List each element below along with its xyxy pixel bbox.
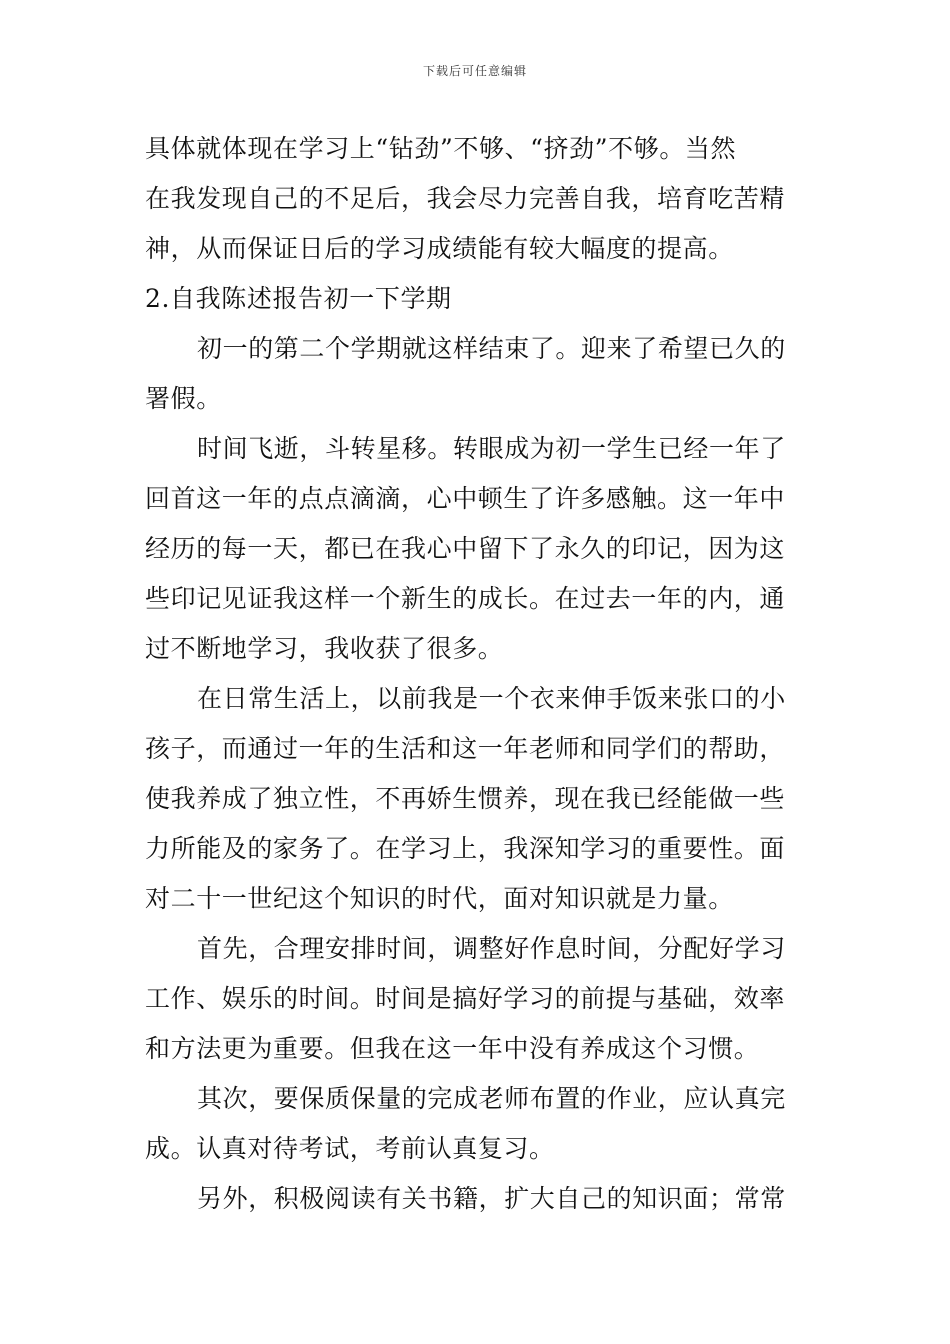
document-body [145,124,810,1224]
text-line: 孩子，而通过一年的生活和这一年老师和同学们的帮助， [145,734,786,763]
text-line: 在日常生活上，以前我是一个衣来伸手饭来张口的小 [197,684,786,713]
text-line: 其次，要保质保量的完成老师布置的作业，应认真完 [197,1084,786,1113]
text-line: 和方法更为重要。但我在这一年中没有养成这个习惯。 [145,1034,760,1063]
text-line: 初一的第二个学期就这样结束了。迎来了希望已久的 [197,334,786,363]
text-line: 工作、娱乐的时间。时间是搞好学习的前提与基础，效率 [145,984,786,1013]
text-line: 成。认真对待考试，考前认真复习。 [145,1134,555,1163]
text-line: 力所能及的家务了。在学习上，我深知学习的重要性。面 [145,834,786,863]
text-line: 神，从而保证日后的学习成绩能有较大幅度的提高。 [145,234,734,263]
text-line: 些印记见证我这样一个新生的成长。在过去一年的内，通 [145,584,786,613]
text-line: 过不断地学习，我收获了很多。 [145,634,504,663]
text-line: 对二十一世纪这个知识的时代，面对知识就是力量。 [145,884,734,913]
page-header: 下载后可任意编辑 [422,64,527,78]
text-line: 时间飞逝，斗转星移。转眼成为初一学生已经一年了 [197,434,786,463]
text-line: 署假。 [145,384,222,413]
text-line: 回首这一年的点点滴滴，心中顿生了许多感触。这一年中 [145,484,786,513]
text-line: 具体就体现在学习上“钻劲”不够、“挤劲”不够。当然 [145,134,737,163]
section-heading: 2.自我陈述报告初一下学期 [145,284,452,313]
text-line: 使我养成了独立性，不再娇生惯养，现在我已经能做一些 [145,784,786,813]
text-line: 经历的每一天，都已在我心中留下了永久的印记，因为这 [145,534,786,563]
text-line: 首先，合理安排时间，调整好作息时间，分配好学习 [197,934,786,963]
text-line: 在我发现自己的不足后，我会尽力完善自我，培育吃苦精 [145,184,786,213]
text-line: 另外，积极阅读有关书籍，扩大自己的知识面；常常 [197,1184,786,1213]
